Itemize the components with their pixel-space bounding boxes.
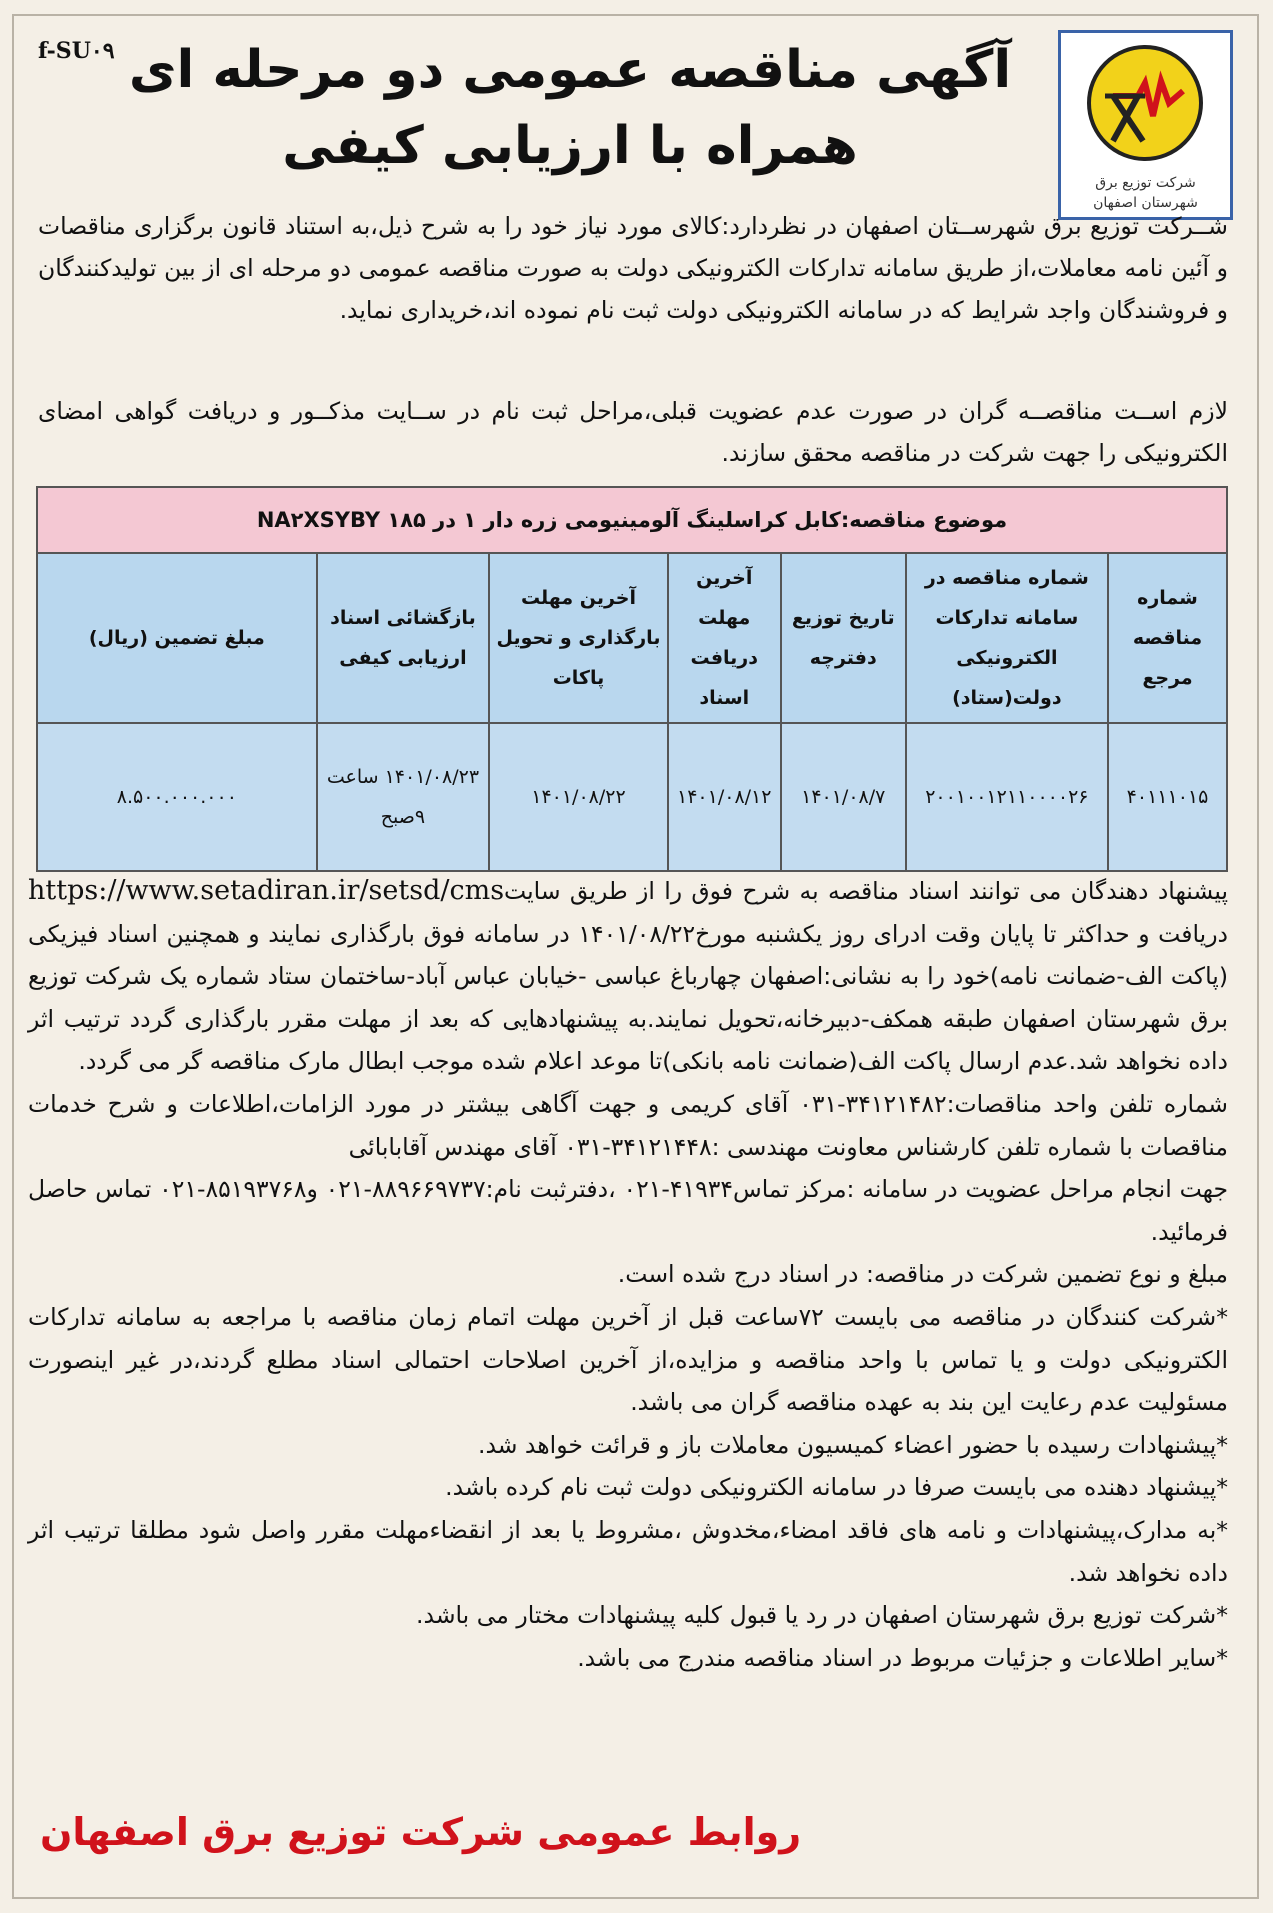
cell-receive-deadline: ۱۴۰۱/۰۸/۱۲ [668,723,781,871]
body-paragraph-6: *پیشنهادات رسیده با حضور اعضاء کمیسیون معاملات باز و قرائت خواهد شد. [477,1430,1228,1459]
tender-table [36,486,1228,872]
body-text [28,870,1228,1679]
body-paragraph-8: *به مدارک،پیشنهادات و نامه های فاقد امضاء،مخدوش ،مشروط یا بعد از انقضاءمهلت مقرر واصل شود مطلقا ترتیب اثر داده نخواهد شد. [28,1515,1228,1587]
body-paragraph-2: شماره تلفن واحد مناقصات:۳۴۱۲۱۴۸۲-۰۳۱ آقای کریمی و جهت آگاهی بیشتر در مورد الزامات،اطلاعات و شرح خدمات مناقصات با شماره تلفن کارشناس معاونت مهندسی :۳۴۱۲۱۴۴۸-۰۳۱ آقای مهندس آقابابائی [28,1089,1228,1161]
table-header-row [37,553,1227,723]
tender-subject: موضوع مناقصه:کابل کراسلینگ آلومینیومی زره دار ۱ در ۱۸۵ NA۲XSYBY [37,487,1227,553]
title-line2: همراه با ارزیابی کیفی [282,116,858,176]
company-logo [1058,30,1233,220]
header-distribution-date: تاریخ توزیع دفترچه [781,553,906,723]
intro-paragraph-2: لازم اســت مناقصــه گران در صورت عدم عضویت قبلی،مراحل ثبت نام در ســایت مذکــور و دریافت گواهی امضای الکترونیکی را جهت شرکت در مناقصه محقق سازند. [38,397,1228,467]
intro-paragraph-1: شــرکت توزیع برق شهرســتان اصفهان در نظردارد:کالای مورد نیاز خود را به شرح ذیل،به استناد قانون برگزاری مناقصات و آئین نامه معاملات،از طریق سامانه تدارکات الکترونیکی دولت به صورت مناقصه عمومی دو مرحله ای از بین تولیدکنندگان و فروشندگان واجد شرایط که در سامانه الکترونیکی دولت ثبت نام نموده اند،خریداری نماید. [38,212,1228,324]
body-paragraph-7: *پیشنهاد دهنده می بایست صرفا در سامانه الکترونیکی دولت ثبت نام کرده باشد. [445,1473,1228,1502]
body-paragraph-9: *شرکت توزیع برق شهرستان اصفهان در رد یا قبول کلیه پیشنهادات مختار می باشد. [416,1601,1228,1630]
footer-signature: روابط عمومی شرکت توزیع برق اصفهان [40,1810,802,1854]
table-row [37,723,1227,871]
setad-url-link[interactable]: https://www.setadiran.ir/setsd/cms [28,875,505,906]
power-logo-icon [1083,41,1208,166]
body-paragraph-10: *سایر اطلاعات و جزئیات مربوط در اسناد مناقصه مندرج می باشد. [577,1643,1228,1672]
cell-reference-number: ۴۰۱۱۱۰۱۵ [1108,723,1227,871]
logo-text-line1: شرکت توزیع برق [1095,175,1196,191]
header-guarantee: مبلغ تضمین (ریال) [37,553,317,723]
header-receive-deadline: آخرین مهلت دریافت اسناد [668,553,781,723]
logo-text-line2: شهرستان اصفهان [1093,195,1198,211]
body-paragraph-1 [28,870,1228,1083]
title-line1: آگهی مناقصه عمومی دو مرحله ای [128,40,1012,100]
header-setad-number: شماره مناقصه در سامانه تدارکات الکترونیکی دولت(ستاد) [906,553,1108,723]
body-paragraph-4: مبلغ و نوع تضمین شرکت در مناقصه: در اسناد درج شده است. [617,1260,1228,1289]
header-opening: بازگشائی اسناد ارزیابی کیفی [317,553,490,723]
cell-opening: ۱۴۰۱/۰۸/۲۳ ساعت ۹صبح [317,723,490,871]
document-code: f-SU۰۹ [38,38,115,64]
body-paragraph-3: جهت انجام مراحل عضویت در سامانه :مرکز تماس۴۱۹۳۴-۰۲۱ ،دفترثبت نام:۸۸۹۶۶۹۷۳۷-۰۲۱ و۸۵۱۹۳۷۶۸-۰۲۱ تماس حاصل فرمائید. [28,1175,1229,1246]
header-upload-deadline: آخرین مهلت بارگذاری و تحویل پاکات [489,553,668,723]
body-paragraph-1-rest: دریافت و حداکثر تا پایان وقت ادرای روز یکشنبه مورخ۱۴۰۱/۰۸/۲۲ در سامانه فوق بارگذاری نمایند و همچنین اسناد فیزیکی (پاکت الف-ضمانت نامه)خود را به نشانی:اصفهان چهارباغ عباسی -خیابان عباس آباد-ساختمان ستاد شماره یک شرکت توزیع برق شهرستان اصفهان طبقه همکف-دبیرخانه،تحویل نمایند.به پیشنهادهایی که بعد از مهلت مقرر بارگذاری گردد ترتیب اثر داده نخواهد شد.عدم ارسال پاکت الف(ضمانت نامه بانکی)تا موعد اعلام شده موجب ابطال مارک مناقصه گر می گردد. [28,919,1229,1076]
cell-upload-deadline: ۱۴۰۱/۰۸/۲۲ [489,723,668,871]
cell-distribution-date: ۱۴۰۱/۰۸/۷ [781,723,906,871]
header-reference-number: شماره مناقصه مرجع [1108,553,1227,723]
body-paragraph-5: *شرکت کنندگان در مناقصه می بایست ۷۲ساعت قبل از آخرین مهلت اتمام زمان مناقصه با مراجعه به سامانه تدارکات الکترونیکی دولت و یا تماس با واحد مناقصه و مزایده،از آخرین اصلاحات احتمالی اسناد مطلع گردند،در غیر اینصورت مسئولیت عدم رعایت این بند به عهده مناقصه گران می باشد. [28,1302,1228,1417]
cell-guarantee: ۸.۵۰۰.۰۰۰.۰۰۰ [37,723,317,871]
cell-setad-number: ۲۰۰۱۰۰۱۲۱۱۰۰۰۰۲۶ [906,723,1108,871]
body-paragraph-1-start: پیشنهاد دهندگان می توانند اسناد مناقصه به شرح فوق را از طریق سایت [504,877,1228,905]
